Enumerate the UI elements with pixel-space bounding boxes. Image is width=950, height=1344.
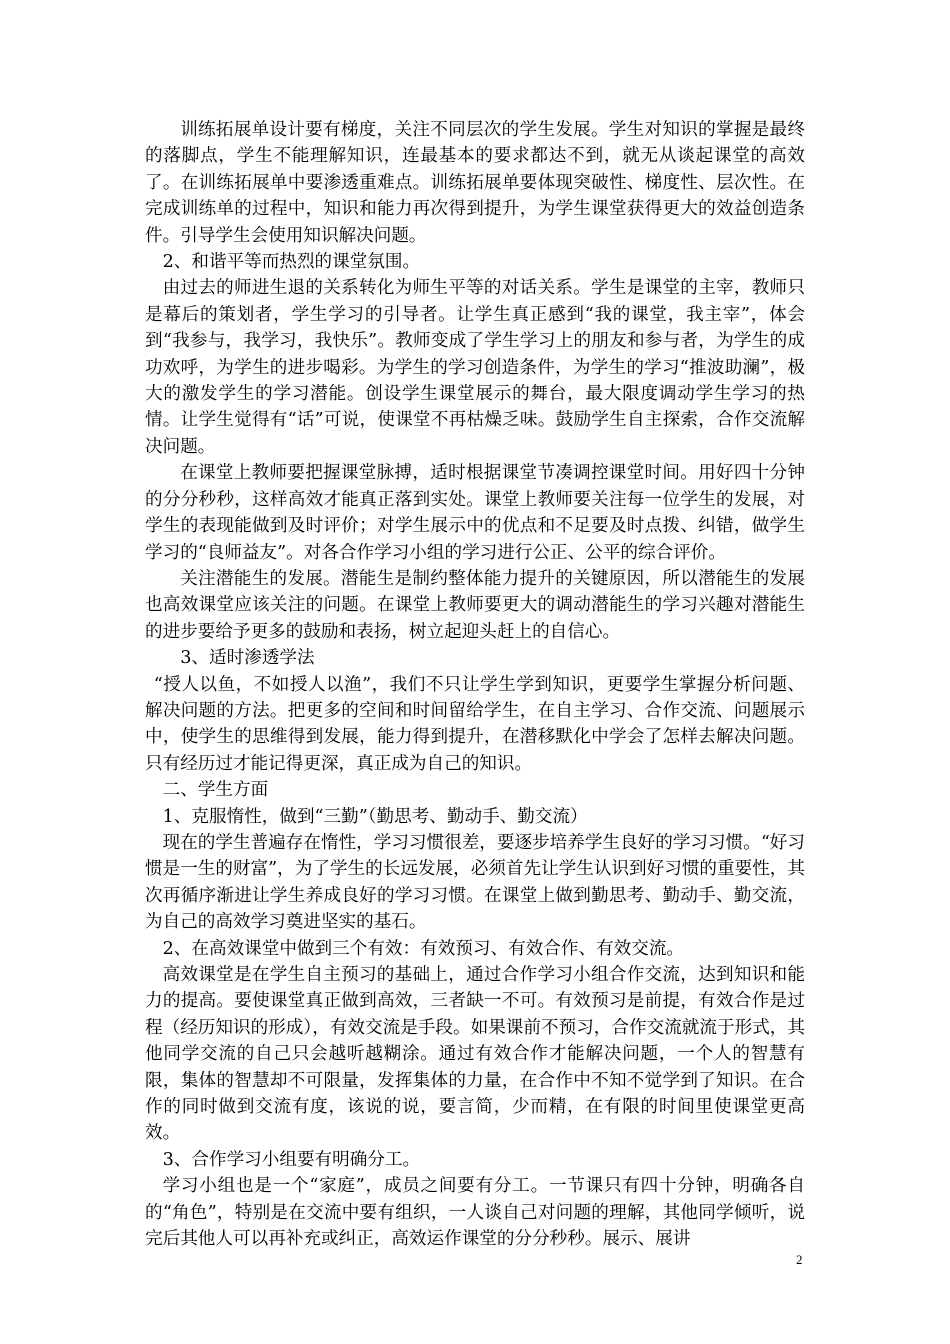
- paragraph-classroom-pulse: 在课堂上教师要把握课堂脉搏，适时根据课堂节凑调控课堂时间。用好四十分钟的分分秒秒，这样高效才能真正落到实处。课堂上教师要关注每一位学生的发展，对学生的表现能做到及时评价；对学生展示中的优点和不足要及时点拨、纠错，做学生学习的“良师益友”。对各合作学习小组的学习进行公正、公平的综合评价。: [145, 463, 805, 563]
- paragraph-efficient-classroom: 高效课堂是在学生自主预习的基础上，通过合作学习小组合作交流，达到知识和能力的提高。要使课堂真正做到高效，三者缺一不可。有效预习是前提，有效合作是过程（经历知识的形成），有效交流是手段。如果课前不预习，合作交流就流于形式，其他同学交流的自己只会越听越糊涂。通过有效合作才能解决问题，一个人的智慧有限，集体的智慧却不可限量，发挥集体的力量，在合作中不知不觉学到了知识。在合作的同时做到交流有度，该说的说，要言简，少而精，在有限的时间里使课堂更高效。: [145, 965, 805, 1144]
- paragraph-study-habits: 现在的学生普遍存在惰性，学习习惯很差，要逐步培养学生良好的学习习惯。“好习惯是一生的财富”，为了学生的长远发展，必须首先让学生认识到好习惯的重要性，其次再循序渐进让学生养成良好的学习习惯。在课堂上做到勤思考、勤动手、勤交流，为自己的高效学习奠进坚实的基石。: [145, 832, 805, 933]
- page-number: 2: [796, 1252, 803, 1267]
- paragraph-teach-to-fish: “授人以鱼，不如授人以渔”，我们不只让学生学到知识，更要学生掌握分析问题、解决问题的方法。把更多的空间和时间留给学生，在自主学习、合作交流、问题展示中，使学生的思维得到发展，能力得到提升，在潜移默化中学会了怎样去解决问题。只有经历过才能记得更深，真正成为自己的知识。: [145, 674, 805, 774]
- paragraph-teacher-student-relation: 由过去的师进生退的关系转化为师生平等的对话关系。学生是课堂的主宰，教师只是幕后的策划者，学生学习的引导者。让学生真正感到“我的课堂，我主宰”，体会到“我参与，我学习，我快乐”。教师变成了学生学习上的朋友和参与者，为学生的成功欢呼，为学生的进步喝彩。为学生的学习创造条件，为学生的学习“推波助澜”，极大的激发学生的学习潜能。创设学生课堂展示的舞台，最大限度调动学生学习的热情。让学生觉得有“话”可说，使课堂不再枯燥乏味。鼓励学生自主探索，合作交流解决问题。: [145, 278, 805, 457]
- paragraph-study-group: 学习小组也是一个“家庭”，成员之间要有分工。一节课只有四十分钟，明确各自的“角色”，特别是在交流中要有组织，一人谈自己对问题的理解，其他同学倾听，说完后其他人可以再补充或纠正，高效运作课堂的分分秒秒。展示、展讲: [145, 1176, 805, 1250]
- paragraph-potential-students: 关注潜能生的发展。潜能生是制约整体能力提升的关键原因，所以潜能生的发展也高效课堂应该关注的问题。在课堂上教师要更大的调动潜能生的学习兴趣对潜能生的进步要给予更多的鼓励和表扬，树立起迎头赶上的自信心。: [145, 568, 805, 642]
- heading-overcome-laziness: 1、克服惰性，做到“三勤”（勤思考、勤动手、勤交流）: [162, 806, 588, 827]
- heading-learning-methods: 3、适时渗透学法: [180, 648, 315, 669]
- heading-student-aspect: 二、学生方面: [162, 780, 269, 801]
- heading-harmonious-atmosphere: 2、和谐平等而热烈的课堂氛围。: [162, 252, 421, 273]
- heading-three-effective: 2、在高效课堂中做到三个有效：有效预习、有效合作、有效交流。: [162, 938, 685, 959]
- document-page-body: [145, 117, 805, 1252]
- paragraph-training-design: 训练拓展单设计要有梯度，关注不同层次的学生发展。学生对知识的掌握是最终的落脚点，学生不能理解知识，连最基本的要求都达不到，就无从谈起课堂的高效了。在训练拓展单中要渗透重难点。训练拓展单要体现突破性、梯度性、层次性。在完成训练单的过程中，知识和能力再次得到提升，为学生课堂获得更大的效益创造条件。引导学生会使用知识解决问题。: [145, 120, 805, 246]
- heading-group-division: 3、合作学习小组要有明确分工。: [162, 1149, 421, 1170]
